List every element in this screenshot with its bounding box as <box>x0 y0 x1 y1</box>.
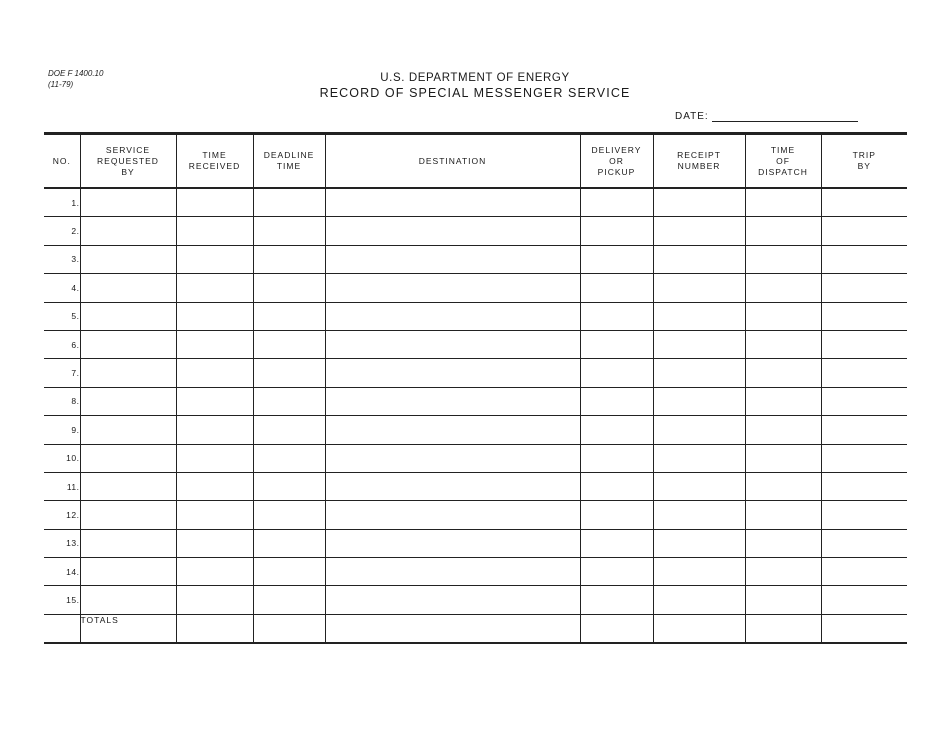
form-title-block <box>0 71 950 101</box>
time-received-cell[interactable] <box>176 245 253 273</box>
column-header-time-of-dispatch: TIME OF DISPATCH <box>745 134 821 189</box>
table-header-row <box>44 134 907 189</box>
deadline-time-cell[interactable] <box>253 274 325 302</box>
service-requested-by-cell[interactable] <box>80 274 176 302</box>
receipt-number-cell[interactable] <box>653 416 745 444</box>
receipt-number-cell[interactable] <box>653 330 745 358</box>
delivery-or-pickup-cell[interactable] <box>580 302 653 330</box>
receipt-number-cell[interactable] <box>653 359 745 387</box>
delivery-or-pickup-cell[interactable] <box>580 330 653 358</box>
service-requested-by-cell[interactable] <box>80 444 176 472</box>
row-number: 6. <box>44 330 80 358</box>
totals-time-received-cell[interactable] <box>176 614 253 643</box>
date-field[interactable] <box>712 110 858 122</box>
trip-by-cell[interactable] <box>821 586 907 614</box>
time-of-dispatch-cell[interactable] <box>745 472 821 500</box>
destination-cell[interactable] <box>325 444 580 472</box>
destination-cell[interactable] <box>325 416 580 444</box>
trip-by-cell[interactable] <box>821 501 907 529</box>
table-body <box>44 188 907 643</box>
trip-by-cell[interactable] <box>821 359 907 387</box>
table-row <box>44 529 907 557</box>
column-header-time-received: TIME RECEIVED <box>176 134 253 189</box>
trip-by-cell[interactable] <box>821 302 907 330</box>
deadline-time-cell[interactable] <box>253 245 325 273</box>
table-row <box>44 359 907 387</box>
receipt-number-cell[interactable] <box>653 558 745 586</box>
trip-by-cell[interactable] <box>821 245 907 273</box>
receipt-number-cell[interactable] <box>653 217 745 245</box>
receipt-number-cell[interactable] <box>653 245 745 273</box>
service-requested-by-cell[interactable] <box>80 501 176 529</box>
time-received-cell[interactable] <box>176 472 253 500</box>
table-row <box>44 586 907 614</box>
trip-by-cell[interactable] <box>821 416 907 444</box>
totals-deadline-time-cell[interactable] <box>253 614 325 643</box>
table-row <box>44 444 907 472</box>
time-of-dispatch-cell[interactable] <box>745 529 821 557</box>
delivery-or-pickup-cell[interactable] <box>580 188 653 217</box>
destination-cell[interactable] <box>325 217 580 245</box>
service-requested-by-cell[interactable] <box>80 359 176 387</box>
delivery-or-pickup-cell[interactable] <box>580 387 653 415</box>
time-of-dispatch-cell[interactable] <box>745 330 821 358</box>
time-received-cell[interactable] <box>176 558 253 586</box>
trip-by-cell[interactable] <box>821 387 907 415</box>
trip-by-cell[interactable] <box>821 472 907 500</box>
row-number: 4. <box>44 274 80 302</box>
row-number: 10. <box>44 444 80 472</box>
table-row <box>44 217 907 245</box>
column-header-service-requested-by: SERVICE REQUESTED BY <box>80 134 176 189</box>
table-row <box>44 416 907 444</box>
service-requested-by-cell[interactable] <box>80 529 176 557</box>
trip-by-cell[interactable] <box>821 274 907 302</box>
time-of-dispatch-cell[interactable] <box>745 416 821 444</box>
delivery-or-pickup-cell[interactable] <box>580 444 653 472</box>
agency-name: U.S. DEPARTMENT OF ENERGY <box>380 72 570 84</box>
form-title: RECORD OF SPECIAL MESSENGER SERVICE <box>319 86 631 100</box>
messenger-service-table <box>44 132 907 644</box>
time-received-cell[interactable] <box>176 444 253 472</box>
trip-by-cell[interactable] <box>821 529 907 557</box>
destination-cell[interactable] <box>325 245 580 273</box>
destination-cell[interactable] <box>325 529 580 557</box>
time-received-cell[interactable] <box>176 274 253 302</box>
service-requested-by-cell[interactable] <box>80 330 176 358</box>
table-row <box>44 330 907 358</box>
trip-by-cell[interactable] <box>821 444 907 472</box>
delivery-or-pickup-cell[interactable] <box>580 274 653 302</box>
receipt-number-cell[interactable] <box>653 188 745 217</box>
row-number: 12. <box>44 501 80 529</box>
destination-cell[interactable] <box>325 330 580 358</box>
row-number: 3. <box>44 245 80 273</box>
row-number: 14. <box>44 558 80 586</box>
destination-cell[interactable] <box>325 501 580 529</box>
time-of-dispatch-cell[interactable] <box>745 274 821 302</box>
column-header-no: NO. <box>44 134 80 189</box>
deadline-time-cell[interactable] <box>253 501 325 529</box>
trip-by-cell[interactable] <box>821 558 907 586</box>
column-header-destination: DESTINATION <box>325 134 580 189</box>
deadline-time-cell[interactable] <box>253 558 325 586</box>
delivery-or-pickup-cell[interactable] <box>580 359 653 387</box>
destination-cell[interactable] <box>325 586 580 614</box>
service-requested-by-cell[interactable] <box>80 472 176 500</box>
deadline-time-cell[interactable] <box>253 330 325 358</box>
form-number: DOE F 1400.10 <box>48 69 104 78</box>
time-received-cell[interactable] <box>176 302 253 330</box>
service-requested-by-cell[interactable] <box>80 416 176 444</box>
time-received-cell[interactable] <box>176 330 253 358</box>
time-received-cell[interactable] <box>176 188 253 217</box>
delivery-or-pickup-cell[interactable] <box>580 529 653 557</box>
totals-receipt-number-cell[interactable] <box>653 614 745 643</box>
destination-cell[interactable] <box>325 558 580 586</box>
deadline-time-cell[interactable] <box>253 217 325 245</box>
service-requested-by-cell[interactable] <box>80 217 176 245</box>
time-received-cell[interactable] <box>176 586 253 614</box>
deadline-time-cell[interactable] <box>253 529 325 557</box>
time-of-dispatch-cell[interactable] <box>745 188 821 217</box>
time-of-dispatch-cell[interactable] <box>745 444 821 472</box>
time-received-cell[interactable] <box>176 359 253 387</box>
totals-trip-by-cell[interactable] <box>821 614 907 643</box>
delivery-or-pickup-cell[interactable] <box>580 586 653 614</box>
receipt-number-cell[interactable] <box>653 529 745 557</box>
table-row <box>44 501 907 529</box>
totals-delivery-or-pickup-cell[interactable] <box>580 614 653 643</box>
delivery-or-pickup-cell[interactable] <box>580 416 653 444</box>
deadline-time-cell[interactable] <box>253 586 325 614</box>
row-number: 2. <box>44 217 80 245</box>
date-row <box>675 110 858 122</box>
time-of-dispatch-cell[interactable] <box>745 586 821 614</box>
receipt-number-cell[interactable] <box>653 302 745 330</box>
column-header-deadline-time: DEADLINE TIME <box>253 134 325 189</box>
row-number: 7. <box>44 359 80 387</box>
time-of-dispatch-cell[interactable] <box>745 387 821 415</box>
table-row <box>44 274 907 302</box>
service-requested-by-cell[interactable] <box>80 302 176 330</box>
row-number: 11. <box>44 472 80 500</box>
time-received-cell[interactable] <box>176 416 253 444</box>
row-number: 15. <box>44 586 80 614</box>
delivery-or-pickup-cell[interactable] <box>580 558 653 586</box>
destination-cell[interactable] <box>325 359 580 387</box>
totals-row <box>44 614 907 643</box>
totals-blank-cell <box>44 614 80 643</box>
row-number: 8. <box>44 387 80 415</box>
time-of-dispatch-cell[interactable] <box>745 245 821 273</box>
deadline-time-cell[interactable] <box>253 444 325 472</box>
table-row <box>44 302 907 330</box>
form-revision-date: (11-79) <box>48 80 74 89</box>
destination-cell[interactable] <box>325 472 580 500</box>
receipt-number-cell[interactable] <box>653 586 745 614</box>
time-of-dispatch-cell[interactable] <box>745 558 821 586</box>
time-of-dispatch-cell[interactable] <box>745 501 821 529</box>
table-row <box>44 188 907 217</box>
receipt-number-cell[interactable] <box>653 501 745 529</box>
deadline-time-cell[interactable] <box>253 302 325 330</box>
receipt-number-cell[interactable] <box>653 274 745 302</box>
table-row <box>44 387 907 415</box>
service-requested-by-cell[interactable] <box>80 387 176 415</box>
totals-time-of-dispatch-cell[interactable] <box>745 614 821 643</box>
service-requested-by-cell[interactable] <box>80 558 176 586</box>
trip-by-cell[interactable] <box>821 330 907 358</box>
trip-by-cell[interactable] <box>821 217 907 245</box>
delivery-or-pickup-cell[interactable] <box>580 217 653 245</box>
delivery-or-pickup-cell[interactable] <box>580 501 653 529</box>
receipt-number-cell[interactable] <box>653 472 745 500</box>
row-number: 13. <box>44 529 80 557</box>
service-requested-by-cell[interactable] <box>80 245 176 273</box>
time-of-dispatch-cell[interactable] <box>745 359 821 387</box>
trip-by-cell[interactable] <box>821 188 907 217</box>
table-row <box>44 245 907 273</box>
column-header-trip-by: TRIP BY <box>821 134 907 189</box>
time-received-cell[interactable] <box>176 217 253 245</box>
time-received-cell[interactable] <box>176 501 253 529</box>
receipt-number-cell[interactable] <box>653 387 745 415</box>
destination-cell[interactable] <box>325 387 580 415</box>
destination-cell[interactable] <box>325 302 580 330</box>
receipt-number-cell[interactable] <box>653 444 745 472</box>
deadline-time-cell[interactable] <box>253 359 325 387</box>
delivery-or-pickup-cell[interactable] <box>580 245 653 273</box>
destination-cell[interactable] <box>325 274 580 302</box>
table-row <box>44 472 907 500</box>
service-requested-by-cell[interactable] <box>80 188 176 217</box>
row-number: 9. <box>44 416 80 444</box>
time-of-dispatch-cell[interactable] <box>745 302 821 330</box>
date-label: DATE: <box>675 111 709 122</box>
time-of-dispatch-cell[interactable] <box>745 217 821 245</box>
time-received-cell[interactable] <box>176 387 253 415</box>
row-number: 1. <box>44 188 80 217</box>
time-received-cell[interactable] <box>176 529 253 557</box>
column-header-receipt-number: RECEIPT NUMBER <box>653 134 745 189</box>
column-header-delivery-or-pickup: DELIVERY OR PICKUP <box>580 134 653 189</box>
totals-label: TOTALS <box>80 614 176 643</box>
row-number: 5. <box>44 302 80 330</box>
table-row <box>44 558 907 586</box>
deadline-time-cell[interactable] <box>253 188 325 217</box>
totals-destination-cell[interactable] <box>325 614 580 643</box>
deadline-time-cell[interactable] <box>253 472 325 500</box>
destination-cell[interactable] <box>325 188 580 217</box>
service-requested-by-cell[interactable] <box>80 586 176 614</box>
deadline-time-cell[interactable] <box>253 416 325 444</box>
delivery-or-pickup-cell[interactable] <box>580 472 653 500</box>
deadline-time-cell[interactable] <box>253 387 325 415</box>
